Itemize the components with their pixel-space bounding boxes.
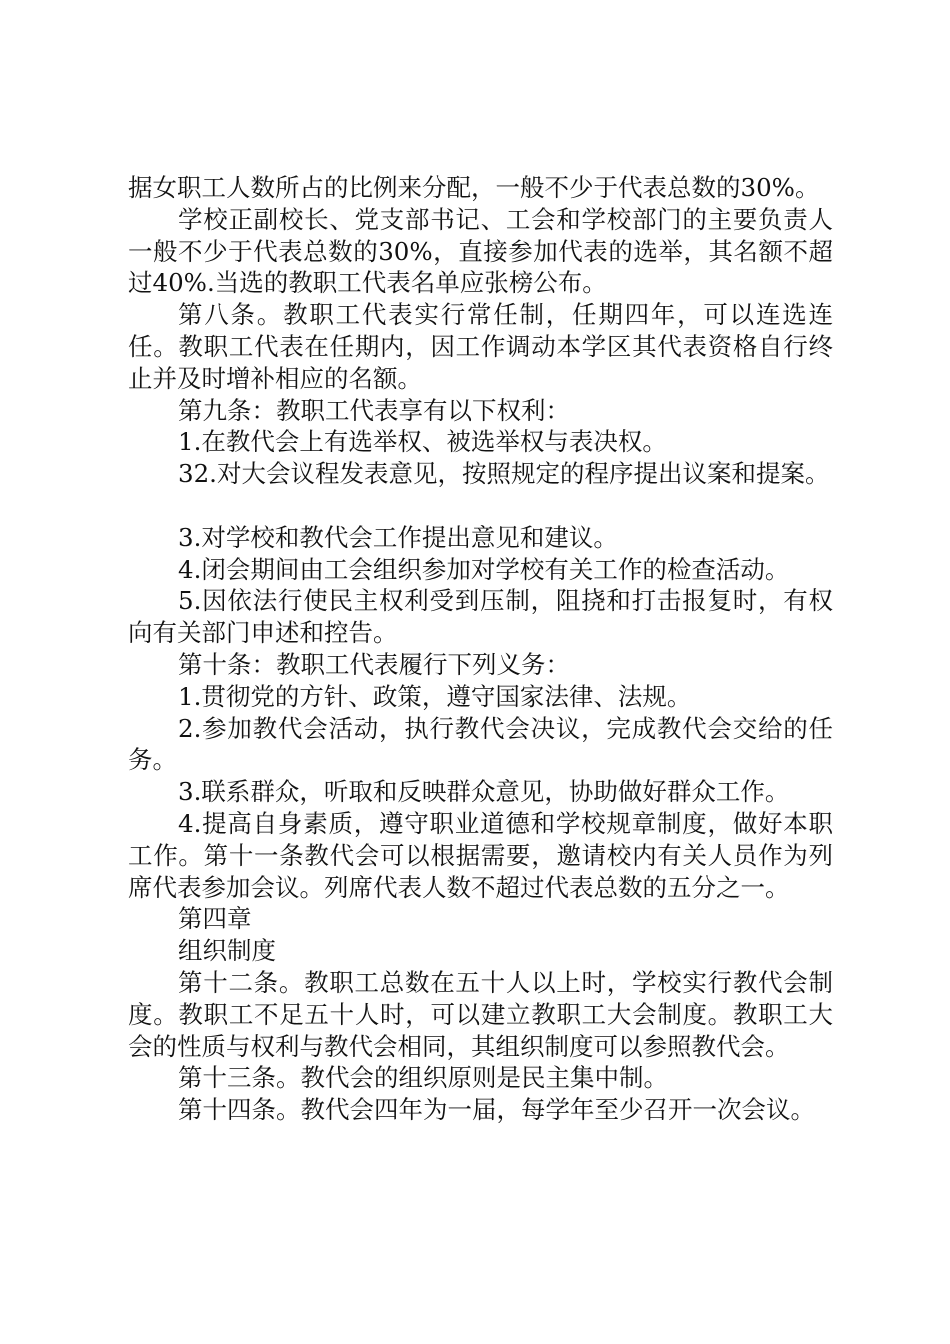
list-item: 1.贯彻党的方针、政策，遵守国家法律、法规。 bbox=[178, 681, 692, 711]
paragraph-article-14: 第十四条。教代会四年为一届，每学年至少召开一次会议。 bbox=[178, 1095, 815, 1125]
paragraph-article-8: 第八条。教职工代表实行常任制，任期四年，可以连选连任。教职工代表在任期内，因工作调动本学区其代表资格自行终止并及时增补相应的名额。 bbox=[128, 300, 833, 393]
paragraph-continuation: 据女职工人数所占的比例来分配，一般不少于代表总数的30%。 bbox=[128, 173, 820, 202]
paragraph-article-10: 第十条：教职工代表履行下列义务： bbox=[178, 649, 570, 679]
list-item: 3.对学校和教代会工作提出意见和建议。 bbox=[178, 522, 618, 552]
document-body bbox=[128, 172, 833, 1126]
list-item: 4.闭会期间由工会组织参加对学校有关工作的检查活动。 bbox=[178, 554, 790, 584]
list-item: 3.联系群众，听取和反映群众意见，协助做好群众工作。 bbox=[178, 777, 790, 807]
list-item: 1.在教代会上有选举权、被选举权与表决权。 bbox=[178, 427, 667, 457]
paragraph-article-9: 第九条：教职工代表享有以下权利： bbox=[178, 395, 570, 425]
list-item: 5.因依法行使民主权利受到压制，阻挠和打击报复时，有权向有关部门申述和控告。 bbox=[128, 586, 833, 648]
list-item: 2.参加教代会活动，执行教代会决议，完成教代会交给的任务。 bbox=[128, 713, 833, 775]
chapter-heading: 第四章 bbox=[178, 904, 252, 934]
blank-line bbox=[128, 490, 833, 522]
paragraph: 学校正副校长、党支部书记、工会和学校部门的主要负责人一般不少于代表总数的30%，直接参加代表的选举，其名额不超过40%.当选的教职工代表名单应张榜公布。 bbox=[128, 204, 833, 298]
list-item: 4.提高自身素质，遵守职业道德和学校规章制度，做好本职工作。第十一条教代会可以根据需要，邀请校内有关人员作为列席代表参加会议。列席代表人数不超过代表总数的五分之一。 bbox=[128, 808, 833, 902]
paragraph-article-13: 第十三条。教代会的组织原则是民主集中制。 bbox=[178, 1063, 668, 1093]
paragraph-article-12: 第十二条。教职工总数在五十人以上时，学校实行教代会制度。教职工不足五十人时，可以建立教职工大会制度。教职工大会的性质与权利与教代会相同，其组织制度可以参照教代会。 bbox=[128, 967, 833, 1061]
chapter-title: 组织制度 bbox=[178, 936, 276, 966]
list-item: 32.对大会议程发表意见，按照规定的程序提出议案和提案。 bbox=[178, 459, 830, 489]
